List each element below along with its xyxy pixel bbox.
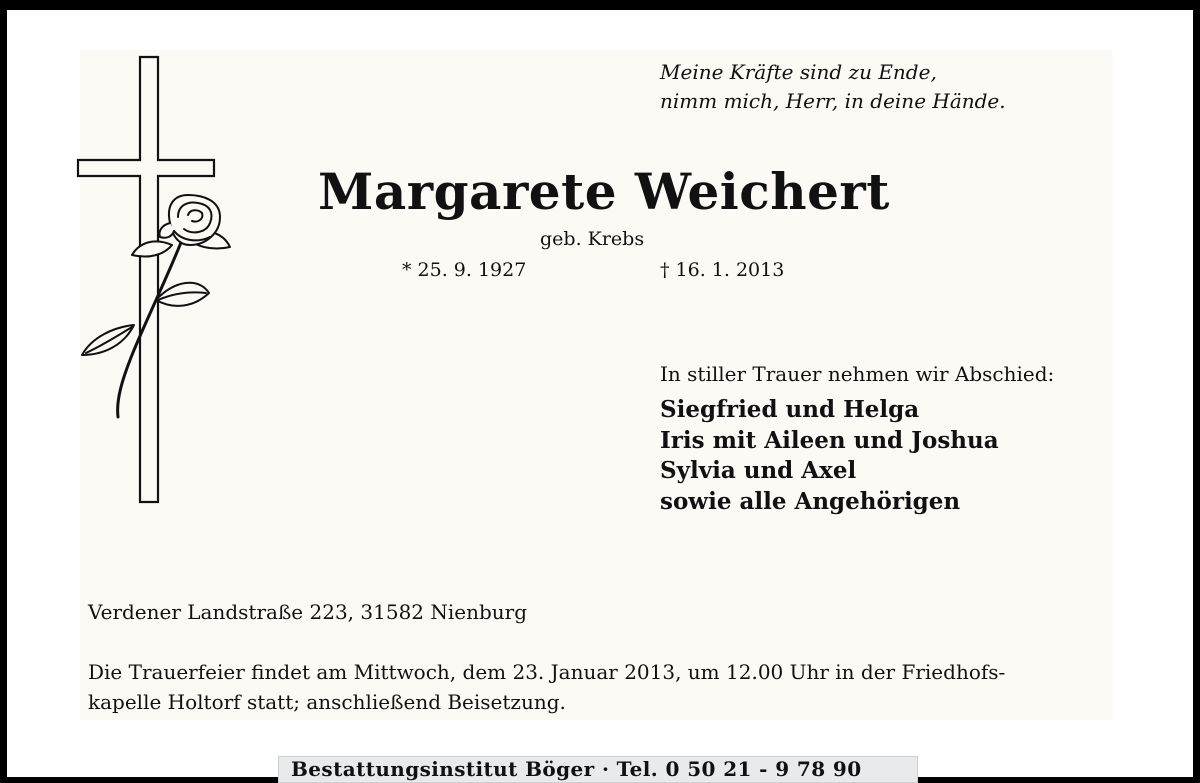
motto-line-2: nimm mich, Herr, in deine Hände.: [660, 89, 1006, 113]
funeral-notice: [88, 657, 1005, 717]
maiden-name: geb. Krebs: [540, 228, 645, 250]
funeral-line-2: kapelle Holtorf statt; anschließend Beisetzung.: [88, 690, 566, 714]
motto-verse: [660, 58, 1006, 116]
mourners-intro: In stiller Trauer nehmen wir Abschied:: [660, 362, 1055, 386]
motto-line-1: Meine Kräfte sind zu Ende,: [660, 60, 937, 84]
mourner-line: Siegfried und Helga: [660, 396, 920, 423]
death-date: † 16. 1. 2013: [660, 259, 785, 281]
funeral-line-1: Die Trauerfeier findet am Mittwoch, dem 23. Januar 2013, um 12.00 Uhr in der Friedhofs-: [88, 660, 1006, 684]
address: Verdener Landstraße 223, 31582 Nienburg: [88, 600, 528, 624]
mourner-line: Sylvia und Axel: [660, 457, 857, 484]
deceased-name: Margarete Weichert: [318, 162, 890, 221]
birth-date: * 25. 9. 1927: [402, 259, 527, 281]
mourner-line: Iris mit Aileen und Joshua: [660, 426, 999, 454]
mourner-line: sowie alle Angehörigen: [660, 487, 961, 515]
cross-with-rose-icon: [74, 55, 244, 510]
undertaker-footer: Bestattungsinstitut Böger · Tel. 0 50 21 - 9 78 90: [291, 757, 862, 781]
mourners-list: [660, 395, 999, 517]
